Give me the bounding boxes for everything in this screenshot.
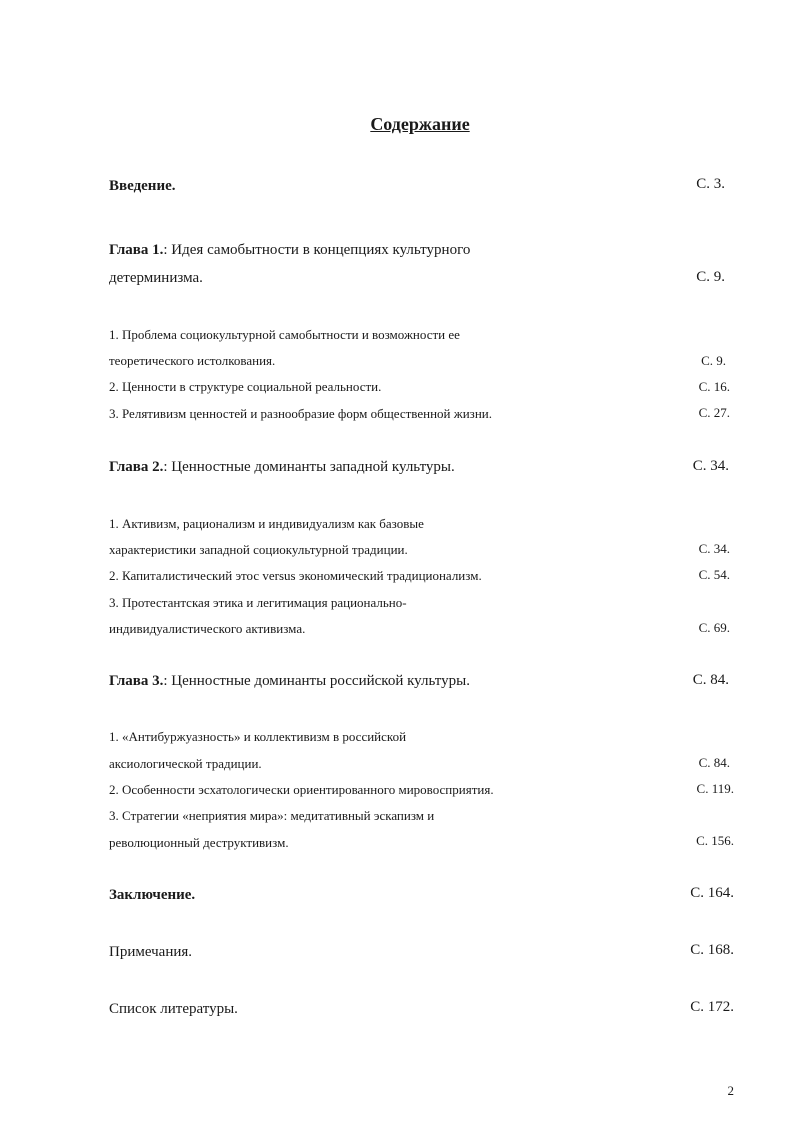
toc-chapter1-prefix: Глава 1. bbox=[109, 242, 164, 258]
toc-ch3-sec1-line2: аксиологической традиции. bbox=[109, 756, 262, 771]
toc-chapter1-heading bbox=[109, 242, 470, 259]
toc-notes-page: С. 168. bbox=[690, 942, 734, 958]
toc-intro-page: С. 3. bbox=[696, 176, 725, 192]
toc-notes-label: Примечания. bbox=[109, 944, 193, 960]
toc-ch1-sec3-line1: 3. Релятивизм ценностей и разнообразие форм общественной жизни. bbox=[109, 406, 492, 421]
toc-ch1-sec3-page: С. 27. bbox=[698, 405, 730, 420]
toc-ch2-sec2-page: С. 54. bbox=[698, 567, 730, 582]
toc-chapter3-page: С. 84. bbox=[692, 672, 729, 688]
toc-chapter3-heading bbox=[109, 673, 470, 690]
toc-chapter2-page: С. 34. bbox=[692, 458, 729, 474]
toc-ch3-sec2-page: С. 119. bbox=[696, 781, 734, 796]
toc-ch3-sec3-page: С. 156. bbox=[696, 833, 734, 848]
toc-ch1-sec1-line1: 1. Проблема социокультурной самобытности и возможности ее bbox=[109, 327, 460, 342]
toc-chapter2-heading bbox=[109, 459, 455, 476]
toc-chapter2-title-line1: : Ценностные доминанты западной культуры. bbox=[163, 459, 455, 475]
toc-chapter3-title-line1: : Ценностные доминанты российской культуры. bbox=[163, 673, 470, 689]
toc-ch3-sec1-page: С. 84. bbox=[698, 755, 730, 770]
toc-ch2-sec3-line1: 3. Протестантская этика и легитимация рационально- bbox=[109, 595, 407, 610]
toc-conclusion-label: Заключение. bbox=[109, 887, 196, 903]
page-title: Содержание bbox=[370, 114, 470, 134]
toc-chapter2-prefix: Глава 2. bbox=[109, 459, 164, 475]
toc-ch2-sec3-line2: индивидуалистического активизма. bbox=[109, 621, 306, 636]
toc-chapter3-prefix: Глава 3. bbox=[109, 673, 164, 689]
toc-ch2-sec3-page: С. 69. bbox=[698, 620, 730, 635]
toc-ch3-sec3-line1: 3. Стратегии «неприятия мира»: медитативный эскапизм и bbox=[109, 808, 435, 823]
toc-ch1-sec1-page: С. 9. bbox=[701, 353, 726, 368]
toc-ch1-sec2-line1: 2. Ценности в структуре социальной реальности. bbox=[109, 379, 382, 394]
toc-ch3-sec1-line1: 1. «Антибуржуазность» и коллективизм в российской bbox=[109, 729, 407, 744]
toc-ch2-sec1-line1: 1. Активизм, рационализм и индивидуализм как базовые bbox=[109, 516, 424, 531]
toc-conclusion-page: С. 164. bbox=[690, 885, 734, 901]
toc-chapter1-title-line1: : Идея самобытности в концепциях культурного bbox=[163, 242, 471, 258]
toc-ch2-sec1-line2: характеристики западной социокультурной традиции. bbox=[109, 542, 408, 557]
toc-ch3-sec2-line1: 2. Особенности эсхатологически ориентированного мировосприятия. bbox=[109, 782, 494, 797]
toc-ch3-sec3-line2: революционный деструктивизм. bbox=[109, 835, 289, 850]
toc-bibliography-page: С. 172. bbox=[690, 999, 734, 1015]
toc-ch2-sec2-line1: 2. Капиталистический этос versus экономический традиционализм. bbox=[109, 568, 482, 583]
toc-ch2-sec1-page: С. 34. bbox=[698, 541, 730, 556]
toc-bibliography-label: Список литературы. bbox=[109, 1001, 238, 1017]
page-number: 2 bbox=[727, 1083, 734, 1098]
toc-chapter1-page: С. 9. bbox=[696, 269, 725, 285]
toc-intro-label: Введение. bbox=[109, 178, 176, 194]
toc-chapter1-title-line2: детерминизма. bbox=[109, 270, 203, 286]
toc-ch1-sec1-line2: теоретического истолкования. bbox=[109, 353, 276, 368]
toc-ch1-sec2-page: С. 16. bbox=[698, 379, 730, 394]
